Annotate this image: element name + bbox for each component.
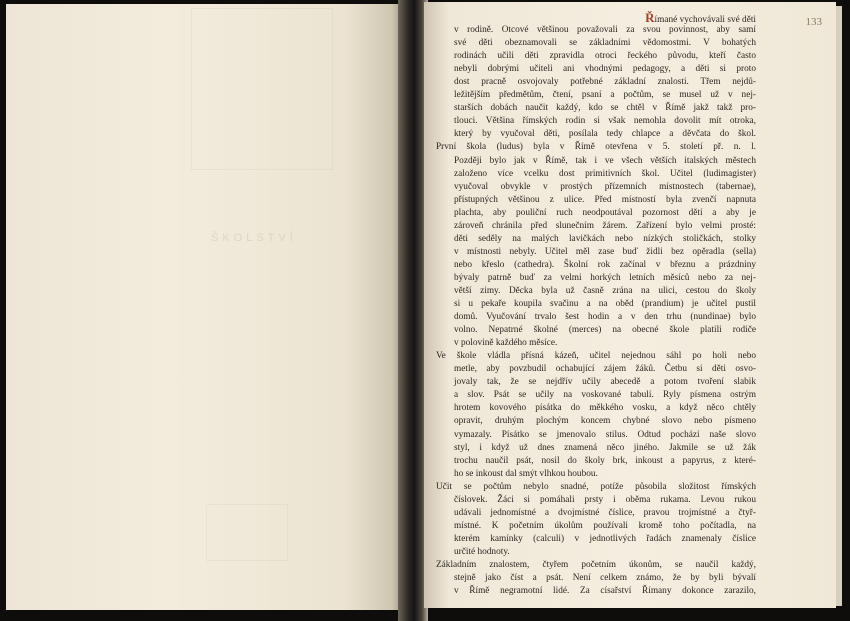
text-line: stejně jako číst a psát. Není celkem známo, že by byli bývalí (454, 573, 756, 584)
header-text: ímané vychovávali své děti (654, 15, 756, 25)
text-line: a slov. Psát se učily na voskované tabulí. Ryly písmena ostrým (454, 390, 756, 401)
bleed-through-illustration-lower (206, 504, 288, 561)
text-line: v rodině. Otcové většinou považovali za svou povinnost, aby samí (454, 25, 756, 36)
page-number: 133 (805, 16, 822, 28)
text-line: číslovek. Žáci si pomáhali prsty i oběma rukama. Levou rukou (454, 494, 756, 505)
text-line: v místnosti nebyly. Učitel měl zase buď židli bez opěradla (sella) (454, 246, 756, 257)
text-line: hrotem kovového písátka do měkkého vosku, a když něco chtěly (454, 403, 756, 414)
text-line: vyučoval obvykle v prostých přízemních místnostech (tabernae), (454, 181, 756, 192)
text-line: Učit se počtům nebylo snadné, potíže působila složitost římských (436, 481, 756, 492)
bleed-through-heading: ŠKOLSTVÍ (211, 232, 297, 244)
text-line: tlouci. Většina římských rodin si však nemohla dovolit mít otroka, (454, 116, 756, 127)
text-line: Ve škole vládla přísná kázeň, učitel nejednou sáhl po holi nebo (436, 351, 756, 362)
text-lines (436, 24, 756, 598)
text-line: nebyli dobrými učiteli ani vhodnými pedagogy, a děti si proto (454, 64, 756, 75)
left-page (6, 4, 404, 610)
text-line: určité hodnoty. (454, 546, 510, 557)
body-text (436, 11, 756, 598)
text-line: ležitějším předmětům, čtení, psaní a počtům, se musel už v nej- (454, 90, 756, 101)
text-line: trochu naučil psát, nosil do školy brk, inkoust a papyrus, z které- (454, 455, 756, 466)
text-line: jovaly tak, že se nejdřív učily abecedě a potom tvoření slabik (454, 377, 756, 388)
text-line: udávali jednomístné a dvojmístné číslice, pravou trojmístné a čtyř- (454, 507, 756, 518)
page-edge (836, 6, 842, 606)
text-line: větší zimy. Děcka byla už časně zrána na ulici, cestou do školy (454, 285, 756, 296)
text-line: který by vyučoval děti, posílala tedy chlapce a děvčata do škol. (454, 129, 756, 140)
drop-cap: Ř (645, 10, 655, 25)
text-line: děti seděly na malých lavičkách nebo nízkých stoličkách, stolky (454, 233, 756, 244)
right-page (424, 2, 836, 608)
text-line: své děti obeznamovali se základními vědomostmi. V bohatých (454, 38, 756, 49)
text-line: vymazaly. Písátko se jmenovalo stilus. Odtud pochází naše slovo (454, 429, 756, 440)
text-line: zároveň chránila před slunečním žárem. Zařízení bylo velmi prosté: (454, 220, 756, 231)
text-line: První škola (ludus) byla v Římě otevřena v 5. století př. n. l. (436, 142, 756, 153)
text-line: Později bylo jak v Římě, tak i ve všech větších italských městech (454, 155, 756, 166)
bleed-through-illustration (191, 8, 333, 170)
text-line: kterém kamínky (calculi) v jednotlivých řadách znamenaly číslice (454, 533, 756, 544)
text-line: metle, aby povzbudil ochabující zájem žáků. Četbu si děti osvo- (454, 364, 756, 375)
text-line: plachta, aby pouliční ruch neodpoutával pozornost dětí a aby je (454, 207, 756, 218)
text-line: dost pracně osvojovaly potřebné základní znalosti. Třem nejdů- (454, 77, 756, 88)
text-line: opravit, druhým plochým koncem chybné slovo nebo písmeno (454, 416, 756, 427)
text-line: v Římě negramotní lidé. Za císařství Římany dokonce zarazilo, (454, 586, 756, 597)
text-line: Základním znalostem, čtyřem početním úkonům, se naučil každý, (436, 559, 756, 570)
text-line: styl, i když už dnes znamená něco jiného. Jakmile se už žák (454, 442, 756, 453)
text-line: starších dobách naučit každý, kdo se chtěl v Římě jakž takž pro- (454, 103, 756, 114)
text-line: místné. K početním úkolům používali kromě toho počítadla, na (454, 520, 756, 531)
text-line: volno. Nepatrné školné (merces) na obecné škole platili rodiče (454, 325, 756, 336)
text-line: přístupných většinou z ulice. Před místností byla zvenčí napnuta (454, 194, 756, 205)
text-line: si u pekaře koupila svačinu a na oběd (prandium) je učitel pustil (454, 299, 756, 310)
text-line: bývaly patrně buď za velmi horkých letních měsíců nebo za nej- (454, 272, 756, 283)
text-line: domů. Vyučování trvalo šest hodin a v den trhu (nundinae) bylo (454, 312, 756, 323)
text-line: nebo křeslo (cathedra). Školní rok začínal v březnu a prázdniny (454, 259, 756, 270)
text-line: rodinách učili děti zpravidla otroci řeckého původu, kteří často (454, 51, 756, 62)
text-line: ho se inkoust dal smýt vlhkou houbou. (454, 468, 598, 479)
text-line: v polovině každého měsíce. (454, 338, 558, 349)
text-line: založeno více vcelku dost primitivních škol. Učitel (ludimagister) (454, 168, 756, 179)
running-header (436, 11, 756, 24)
